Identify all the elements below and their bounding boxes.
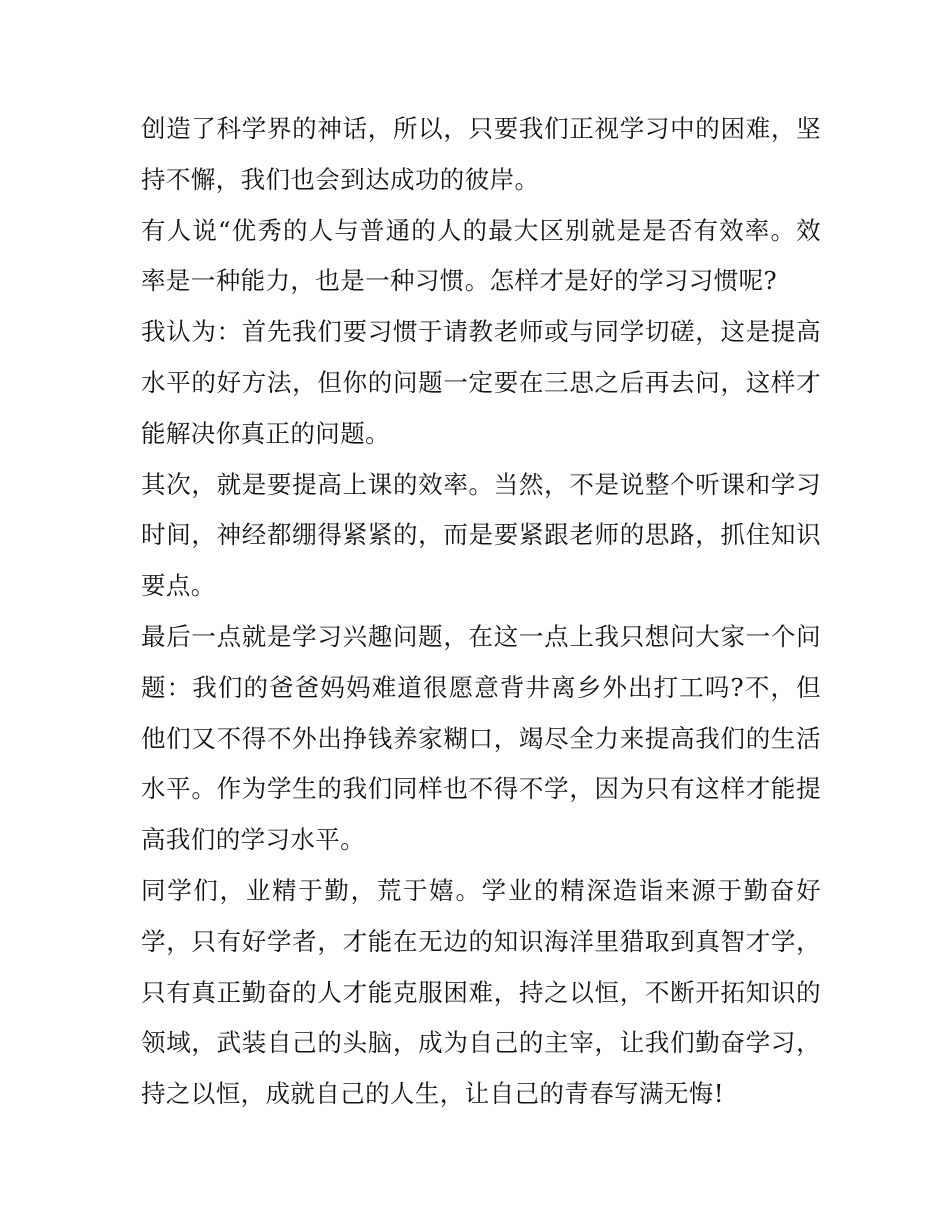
paragraph-6: 同学们，业精于勤，荒于嬉。学业的精深造诣来源于勤奋好学，只有好学者，才能在无边的知识海洋里猎取到真智才学，只有真正勤奋的人才能克服困难，持之以恒，不断开拓知识的领域，武装自己的头脑，成为自己的主宰，让我们勤奋学习，持之以恒，成就自己的人生，让自己的青春写满无悔!: [141, 875, 821, 1109]
document-page: [141, 104, 821, 1120]
paragraph-2: 有人说“优秀的人与普通的人的最大区别就是是否有效率。效率是一种能力，也是一种习惯。怎样才是好的学习习惯呢?: [141, 215, 821, 296]
paragraph-3: 我认为：首先我们要习惯于请教老师或与同学切磋，这是提高水平的好方法，但你的问题一定要在三思之后再去问，这样才能解决你真正的问题。: [141, 317, 821, 448]
paragraph-5: 最后一点就是学习兴趣问题，在这一点上我只想问大家一个问题：我们的爸爸妈妈难道很愿意背井离乡外出打工吗?不，但他们又不得不外出挣钱养家糊口，竭尽全力来提高我们的生活水平。作为学生的我们同样也不得不学，因为只有这样才能提高我们的学习水平。: [141, 621, 821, 855]
paragraph-4: 其次，就是要提高上课的效率。当然，不是说整个听课和学习时间，神经都绷得紧紧的，而是要紧跟老师的思路，抓住知识要点。: [141, 469, 821, 601]
paragraph-1: 创造了科学界的神话，所以，只要我们正视学习中的困难，坚持不懈，我们也会到达成功的彼岸。: [141, 114, 821, 194]
